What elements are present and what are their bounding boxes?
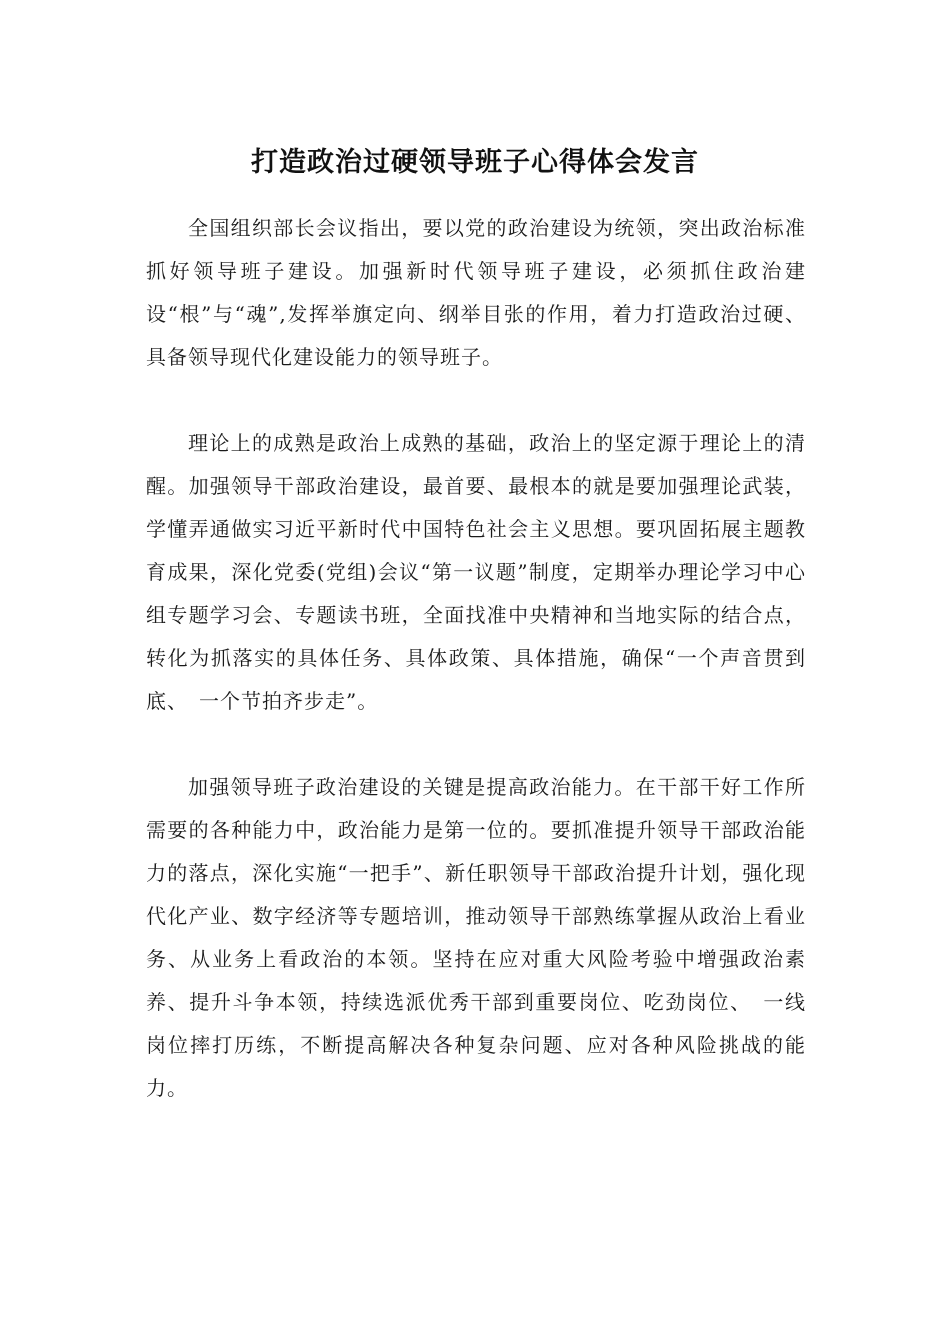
document-body bbox=[146, 207, 806, 1110]
document-title: 打造政治过硬领导班子心得体会发言 bbox=[251, 147, 699, 178]
paragraph-2: 理论上的成熟是政治上成熟的基础，政治上的坚定源于理论上的清醒。加强领导干部政治建设，最首要、最根本的就是要加强理论武装，学懂弄通做实习近平新时代中国特色社会主义思想。要巩固拓展主题教育成果，深化党委(党组)会议“第一议题”制度，定期举办理论学习中心组专题学习会、专题读书班，全面找准中央精神和当地实际的结合点，转化为抓落实的具体任务、具体政策、具体措施，确保“一个声音贯到底、 一个节拍齐步走”。 bbox=[146, 431, 806, 713]
paragraph-3: 加强领导班子政治建设的关键是提高政治能力。在干部干好工作所需要的各种能力中，政治能力是第一位的。要抓准提升领导干部政治能力的落点，深化实施“一把手”、新任职领导干部政治提升计划，强化现代化产业、数字经济等专题培训，推动领导干部熟练掌握从政治上看业务、从业务上看政治的本领。坚持在应对重大风险考验中增强政治素养、提升斗争本领，持续选派优秀干部到重要岗位、吃劲岗位、 一线岗位摔打历练，不断提高解决各种复杂问题、应对各种风险挑战的能力。 bbox=[146, 775, 806, 1100]
paragraph-1: 全国组织部长会议指出，要以党的政治建设为统领，突出政治标准抓好领导班子建设。加强新时代领导班子建设，必须抓住政治建设“根”与“魂”,发挥举旗定向、纲举目张的作用，着力打造政治过硬、具备领导现代化建设能力的领导班子。 bbox=[146, 216, 806, 369]
